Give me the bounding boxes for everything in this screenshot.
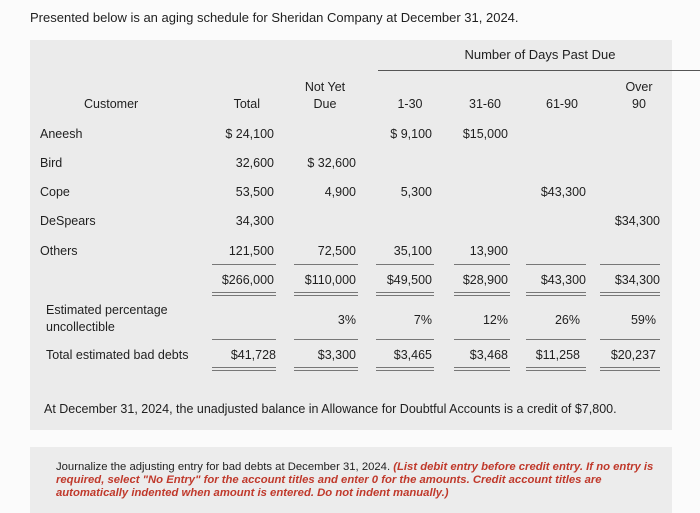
bad-debts-nyd: $3,300 — [317, 348, 356, 362]
col-31-60-pct: 12% — [482, 313, 508, 327]
nyd-double-underline — [294, 292, 358, 296]
col-1-30-cell: 5,300 — [400, 185, 432, 199]
over-90-cell: $34,300 — [614, 214, 660, 228]
col-31-60-sum: $28,900 — [462, 273, 508, 287]
days-header-rule — [378, 70, 700, 71]
col-1-30-pct: 7% — [413, 313, 432, 327]
col-31-60-pct-underline — [454, 339, 510, 340]
total-sum: $266,000 — [221, 273, 274, 287]
estimated-label-2: uncollectible — [46, 320, 115, 334]
over-90-pct: 59% — [630, 313, 656, 327]
instructions-plain: Journalize the adjusting entry for bad debts at December 31, 2024. — [56, 461, 394, 473]
not-yet-due-cell: 4,900 — [324, 185, 356, 199]
not-yet-due-sum: $110,000 — [304, 273, 356, 287]
col-31-60-double-underline — [454, 292, 510, 296]
customer-name: DeSpears — [40, 214, 96, 228]
bad-debts-label: Total estimated bad debts — [46, 348, 189, 362]
customer-name: Bird — [40, 156, 63, 170]
not-yet-due-header-2: Due — [313, 97, 337, 111]
over-90-underline — [600, 264, 660, 265]
col-1-30-pct-underline — [376, 339, 434, 340]
customer-name: Others — [40, 244, 78, 258]
total-pct-underline — [212, 339, 276, 340]
customer-name: Cope — [40, 185, 70, 199]
col-31-60-header: 31-60 — [469, 97, 501, 111]
over-90-sum: $34,300 — [614, 273, 660, 287]
col-61-90-double-underline — [526, 292, 586, 296]
bad-debts-61-90-double-underline — [526, 367, 586, 371]
col-31-60-cell: 13,900 — [469, 244, 508, 258]
nyd-underline — [294, 264, 358, 265]
over-90-pct-underline — [600, 339, 660, 340]
bad-debts-total: $41,728 — [230, 348, 276, 362]
total-cell: 53,500 — [235, 185, 274, 199]
estimated-label-1: Estimated percentage — [46, 303, 168, 317]
bad-debts-31-60-double-underline — [454, 367, 510, 371]
col-31-60-underline — [454, 264, 510, 265]
total-cell: 34,300 — [235, 214, 274, 228]
bad-debts-61-90: $11,258 — [535, 348, 580, 362]
bad-debts-over-90: $20,237 — [610, 348, 656, 362]
col-1-30-double-underline — [376, 292, 434, 296]
nyd-pct-underline — [294, 339, 358, 340]
col-1-30-header: 1-30 — [397, 97, 423, 111]
total-cell: 32,600 — [235, 156, 274, 170]
over-90-header-2: 90 — [632, 97, 646, 111]
col-31-60-cell: $15,000 — [462, 127, 508, 141]
bad-debts-over-90-double-underline — [600, 367, 660, 371]
bad-debts-31-60: $3,468 — [469, 348, 508, 362]
total-cell: 121,500 — [228, 244, 274, 258]
customer-header: Customer — [84, 97, 139, 111]
instructions-text — [30, 447, 672, 500]
col-1-30-sum: $49,500 — [386, 273, 432, 287]
allowance-note: At December 31, 2024, the unadjusted balance in Allowance for Doubtful Accounts is a credit of $7,800. — [44, 402, 617, 416]
bad-debts-1-30-double-underline — [376, 367, 434, 371]
days-past-due-header: Number of Days Past Due — [464, 47, 616, 62]
col-1-30-cell: 35,100 — [393, 244, 432, 258]
col-1-30-underline — [376, 264, 434, 265]
total-cell: $ 24,100 — [225, 127, 274, 141]
bad-debts-nyd-double-underline — [294, 367, 358, 371]
not-yet-due-cell: 72,500 — [317, 244, 356, 258]
col-61-90-pct: 26% — [554, 313, 580, 327]
col-1-30-cell: $ 9,100 — [390, 127, 432, 141]
not-yet-due-pct: 3% — [337, 313, 356, 327]
col-61-90-cell: $43,300 — [540, 185, 586, 199]
bad-debts-total-double-underline — [212, 367, 276, 371]
col-61-90-pct-underline — [526, 339, 586, 340]
col-61-90-header: 61-90 — [546, 97, 578, 111]
over-90-header-1: Over — [625, 80, 653, 94]
intro-text: Presented below is an aging schedule for Sheridan Company at December 31, 2024. — [30, 10, 519, 25]
not-yet-due-header-1: Not Yet — [304, 80, 346, 94]
over-90-double-underline — [600, 292, 660, 296]
col-61-90-underline — [526, 264, 586, 265]
instructions-box — [30, 447, 672, 513]
instructions-hint: (List debit entry before credit entry. If no entry is required, select "No Entry" for the account titles and enter 0 for the amounts. Credit account titles are automatically indented when amount is entered. Do not indent manually.) — [56, 461, 654, 499]
total-double-underline — [212, 292, 276, 296]
bad-debts-1-30: $3,465 — [393, 348, 432, 362]
not-yet-due-cell: $ 32,600 — [307, 156, 356, 170]
total-underline — [212, 264, 276, 265]
customer-name: Aneesh — [40, 127, 83, 141]
col-61-90-sum: $43,300 — [540, 273, 586, 287]
total-header: Total — [233, 97, 260, 111]
aging-schedule-panel — [30, 40, 672, 430]
